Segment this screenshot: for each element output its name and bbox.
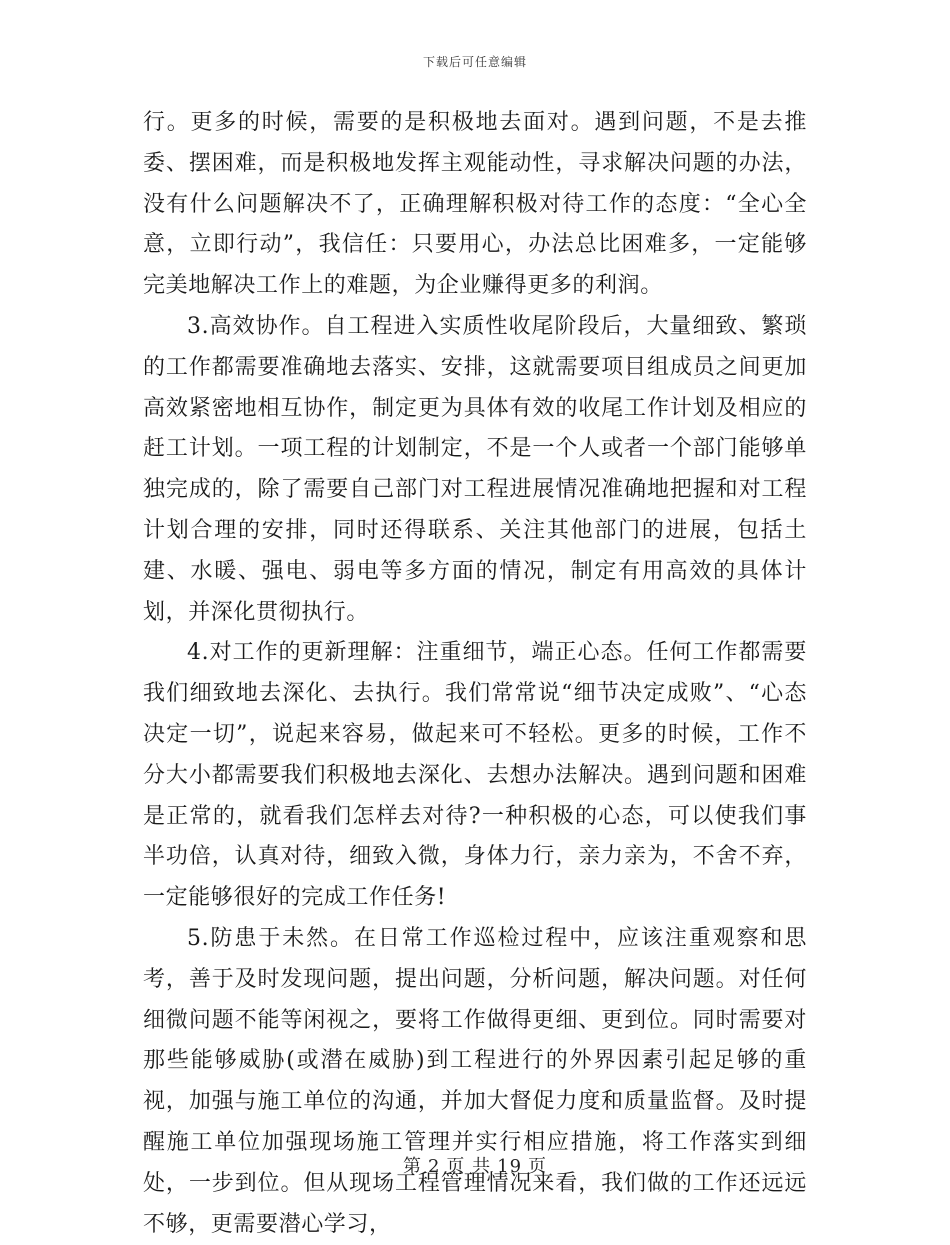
- footer-total-pages: 19: [497, 1156, 523, 1177]
- document-body: [143, 103, 807, 1245]
- page-footer: [0, 1152, 950, 1178]
- paragraph-continuation: 行。更多的时候，需要的是积极地去面对。遇到问题，不是去推委、摆困难，而是积极地发挥主观能动性，寻求解决问题的办法，没有什么问题解决不了，正确理解积极对待工作的态度：“全心全意，立即行动”，我信任：只要用心，办法总比困难多，一定能够完美地解决工作上的难题，为企业赚得更多的利润。: [143, 110, 807, 299]
- footer-suffix: 页: [528, 1156, 548, 1177]
- paragraph-attention-to-detail: 4.对工作的更新理解：注重细节，端正心态。任何工作都需要我们细致地去深化、去执行。我们常常说“细节决定成败”、“心态决定一切”，说起来容易，做起来可不轻松。更多的时候，工作不分大小都需要我们积极地去深化、去想办法解决。遇到问题和困难是正常的，就看我们怎样去对待?一种积极的心态，可以使我们事半功倍，认真对待，细致入微，身体力行，亲力亲为，不舍不弃，一定能够很好的完成工作任务!: [143, 640, 807, 911]
- footer-page-number: 2: [427, 1156, 441, 1177]
- footer-middle: 页 共: [446, 1156, 492, 1177]
- footer-prefix: 第: [402, 1156, 422, 1177]
- paragraph-prevention: 5.防患于未然。在日常工作巡检过程中，应该注重观察和思考，善于及时发现问题，提出问题，分析问题，解决问题。对任何细微问题不能等闲视之，要将工作做得更细、更到位。同时需要对那些能够威胁(或潜在威胁)到工程进行的外界因素引起足够的重视，加强与施工单位的沟通，并加大督促力度和质量监督。及时提醒施工单位加强现场施工管理并实行相应措施，将工作落实到细处，一步到位。但从现场工程管理情况来看，我们做的工作还远远不够，更需要潜心学习，: [143, 925, 807, 1237]
- page-header: 下载后可任意编辑: [422, 55, 527, 69]
- paragraph-efficient-collaboration: 3.高效协作。自工程进入实质性收尾阶段后，大量细致、繁琐的工作都需要准确地去落实、安排，这就需要项目组成员之间更加高效紧密地相互协作，制定更为具体有效的收尾工作计划及相应的赶工计划。一项工程的计划制定，不是一个人或者一个部门能够单独完成的，除了需要自己部门对工程进展情况准确地把握和对工程计划合理的安排，同时还得联系、关注其他部门的进展，包括土建、水暖、强电、弱电等多方面的情况，制定有用高效的具体计划，并深化贯彻执行。: [143, 313, 807, 625]
